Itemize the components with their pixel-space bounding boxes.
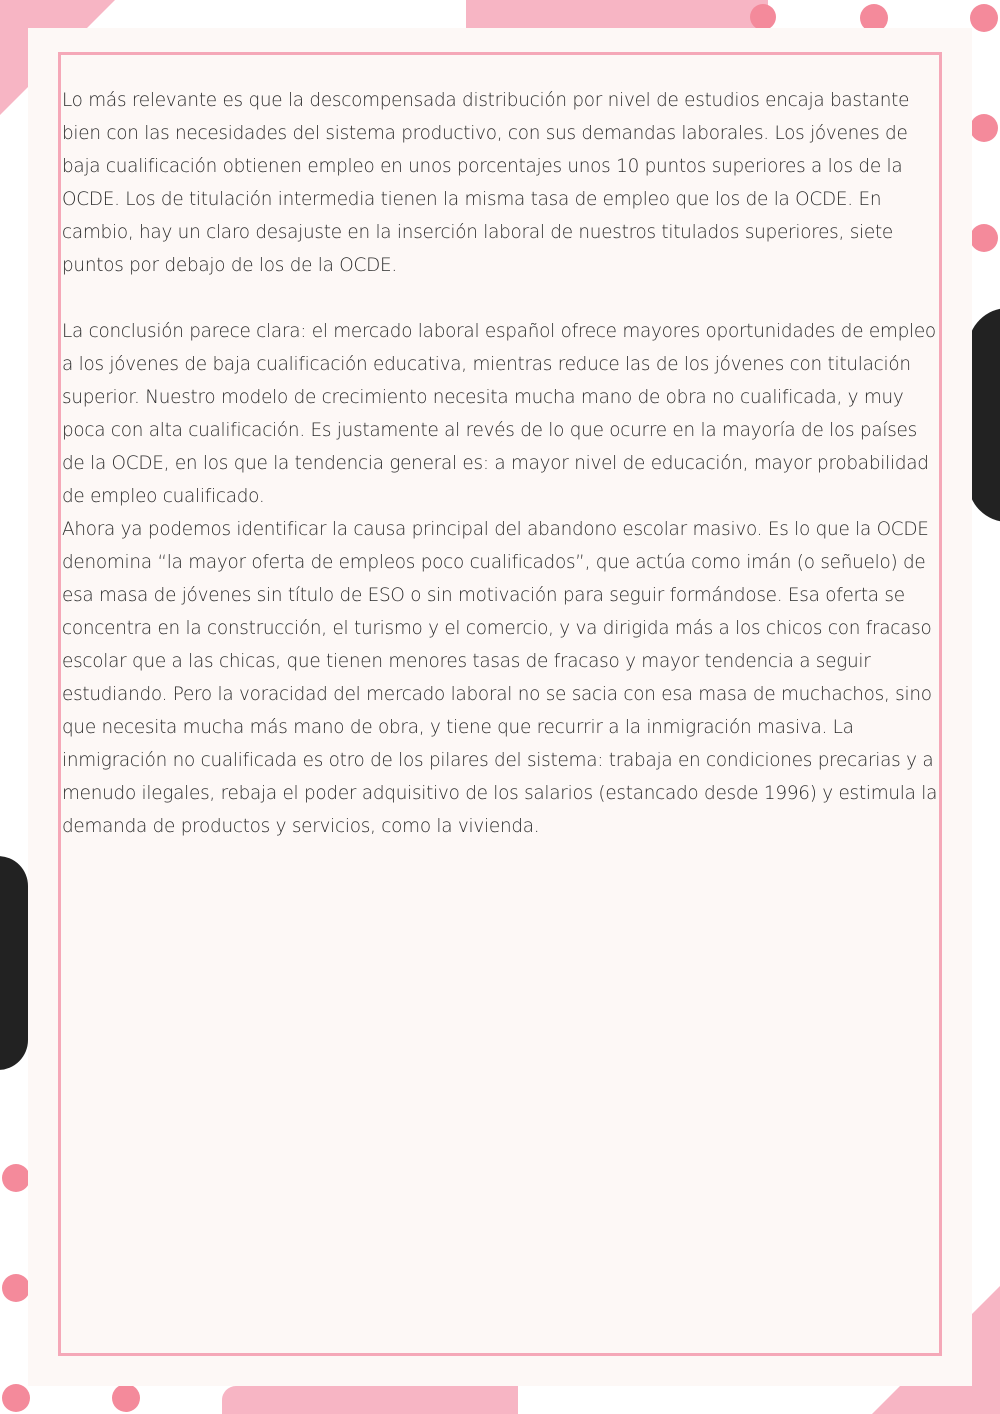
paragraph-2: La conclusión parece clara: el mercado laboral español ofrece mayores oportunidades de empleo a los jóvenes de baja cualificación educativa, mientras reduce las de los jóvenes con titulación superior. Nuestro modelo de crecimiento necesita mucha mano de obra no cualificada, y muy poca con alta cualificación. Es justamente al revés de lo que ocurre en la mayoría de los países de la OCDE, en los que la tendencia general es: a mayor nivel de educación, mayor probabilidad de empleo cualificado.	[62, 321, 936, 507]
pink-bar-top	[466, 0, 768, 30]
pink-bar-bottom	[222, 1386, 518, 1414]
paragraph-1: Lo más relevante es que la descompensada distribución por nivel de estudios encaja bastante bien con las necesidades del sistema productivo, con sus demandas laborales. Los jóvenes de baja cualificación obtienen empleo en unos porcentajes unos 10 puntos superiores a los de la OCDE. Los de titulación intermedia tienen la misma tasa de empleo que los de la OCDE. En cambio, hay un claro desajuste en la inserción laboral de nuestros titulados superiores, siete puntos por debajo de los de la OCDE.	[62, 90, 910, 276]
dot-decoration	[2, 1164, 30, 1192]
paragraph-3: Ahora ya podemos identificar la causa principal del abandono escolar masivo. Es lo que la OCDE denomina “la mayor oferta de empleos poco cualificados”, que actúa como imán (o señuelo) de esa masa de jóvenes sin título de ESO o sin motivación para seguir formándose. Esa oferta se concentra en la construcción, el turismo y el comercio, y va dirigida más a los chicos con fracaso escolar que a las chicas, que tienen menores tasas de fracaso y mayor tendencia a seguir estudiando. Pero la voracidad del mercado laboral no se sacia con esa masa de muchachos, sino que necesita mucha más mano de obra, y tiene que recurrir a la inmigración masiva. La inmigración no cualificada es otro de los pilares del sistema: trabaja en condiciones precarias y a menudo ilegales, rebaja el poder adquisitivo de los salarios (estancado desde 1996) y estimula la demanda de productos y servicios, como la vivienda.	[62, 519, 938, 837]
dot-decoration	[970, 224, 998, 252]
dark-tab-right	[968, 308, 1000, 522]
dot-decoration	[970, 4, 998, 32]
document-body	[62, 84, 942, 843]
dot-decoration	[2, 1384, 30, 1412]
dot-decoration	[2, 1274, 30, 1302]
dark-tab-left	[0, 856, 28, 1070]
dot-decoration	[112, 1384, 140, 1412]
dot-decoration	[970, 114, 998, 142]
paragraph-gap	[62, 282, 942, 315]
dot-decoration	[750, 4, 776, 30]
